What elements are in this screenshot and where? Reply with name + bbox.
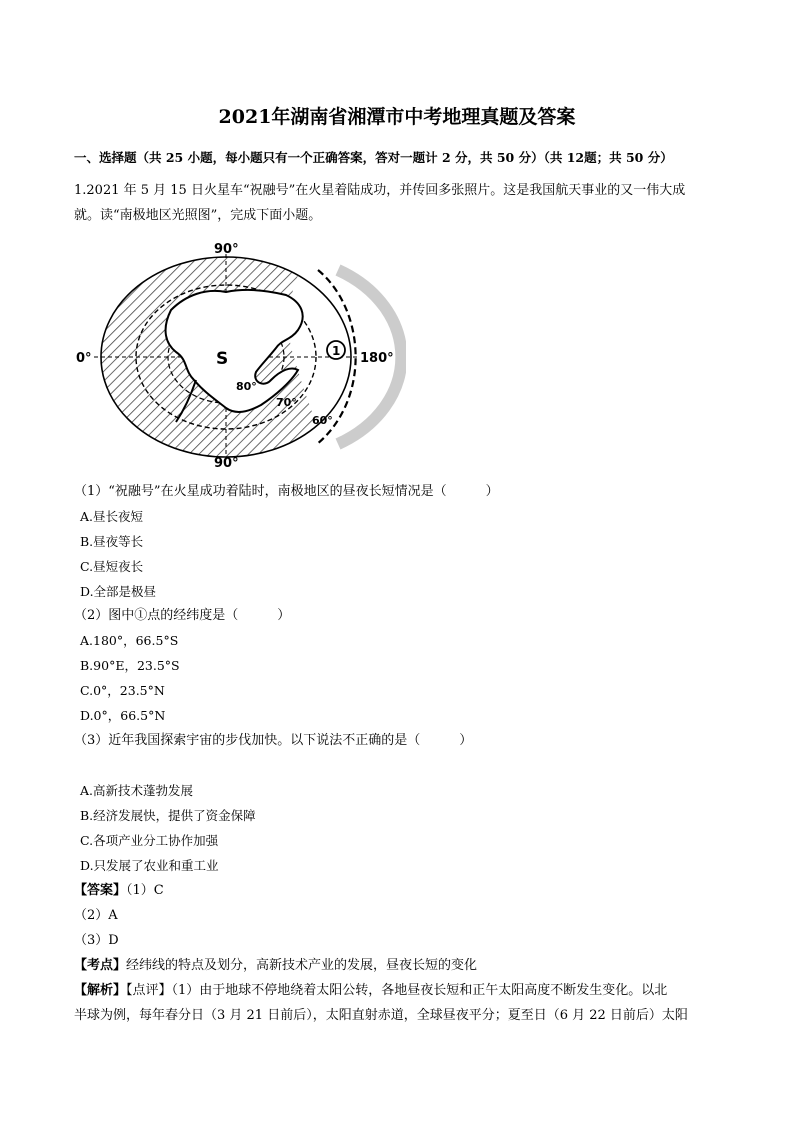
label-0: 0° xyxy=(76,351,92,366)
answer-line xyxy=(74,883,164,899)
jiexi-line1 xyxy=(74,983,667,999)
jiexi-text-line1: 【点评】（1）由于地球不停地绕着太阳公转，各地昼夜长短和正午太阳高度不断发生变化。以北 xyxy=(126,983,668,998)
label-90-top: 90° xyxy=(214,242,239,257)
sub3-option-a: A.高新技术蓬勃发展 xyxy=(80,783,194,798)
question-stem-line2: 就。读“南极地区光照图”，完成下面小题。 xyxy=(74,208,322,223)
sub-question-2-stem: （2）图中①点的经纬度是（ ） xyxy=(74,608,291,623)
label-70: 70° xyxy=(276,396,297,409)
label-south-pole: S xyxy=(216,349,229,369)
sub2-option-a: A.180°，66.5°S xyxy=(80,633,179,648)
answer-1: （1）C xyxy=(126,883,164,898)
sub-question-3-stem: （3）近年我国探索宇宙的步伐加快。以下说法不正确的是（ ） xyxy=(74,733,473,748)
label-80: 80° xyxy=(236,380,257,393)
sub2-option-c: C.0°，23.5°N xyxy=(80,683,165,698)
sub3-option-c: C.各项产业分工协作加强 xyxy=(80,833,219,848)
sub3-option-b: B.经济发展快，提供了资金保障 xyxy=(80,808,256,823)
kaodian-line xyxy=(74,958,477,974)
south-pole-illumination-figure xyxy=(76,240,406,470)
sub1-option-b: B.昼夜等长 xyxy=(80,534,144,549)
sub2-option-b: B.90°E，23.5°S xyxy=(80,658,180,673)
sub3-option-d: D.只发展了农业和重工业 xyxy=(80,858,219,873)
answer-3: （3）D xyxy=(74,933,119,948)
label-point-1: 1 xyxy=(332,344,341,358)
section-heading: 一、选择题（共 25 小题，每小题只有一个正确答案，答对一题计 2 分，共 50 分）（共 12题；共 50 分） xyxy=(74,150,673,165)
answer-2: （2）A xyxy=(74,908,118,923)
label-180: 180° xyxy=(360,351,394,366)
label-60: 60° xyxy=(312,414,333,427)
kaodian-tag: 【考点】 xyxy=(74,958,127,973)
jiexi-tag: 【解析】 xyxy=(74,983,127,998)
jiexi-text-line2: 半球为例，每年春分日（3 月 21 日前后），太阳直射赤道，全球昼夜平分；夏至日（6 月 22 日前后）太阳 xyxy=(74,1008,688,1023)
sub1-option-a: A.昼长夜短 xyxy=(80,509,144,524)
answer-tag: 【答案】 xyxy=(74,883,127,898)
page-title: 2021年湖南省湘潭市中考地理真题及答案 xyxy=(218,106,576,128)
question-stem-line1: 1.2021 年 5 月 15 日火星车“祝融号”在火星着陆成功，并传回多张照片。这是我国航天事业的又一伟大成 xyxy=(74,183,686,198)
label-90-bottom: 90° xyxy=(214,456,239,470)
sub1-option-d: D.全部是极昼 xyxy=(80,584,157,599)
kaodian-text: 经纬线的特点及划分，高新技术产业的发展，昼夜长短的变化 xyxy=(126,958,478,973)
sub1-option-c: C.昼短夜长 xyxy=(80,559,144,574)
sub-question-1-stem: （1）“祝融号”在火星成功着陆时，南极地区的昼夜长短情况是（ ） xyxy=(74,484,499,499)
sub2-option-d: D.0°，66.5°N xyxy=(80,708,166,723)
